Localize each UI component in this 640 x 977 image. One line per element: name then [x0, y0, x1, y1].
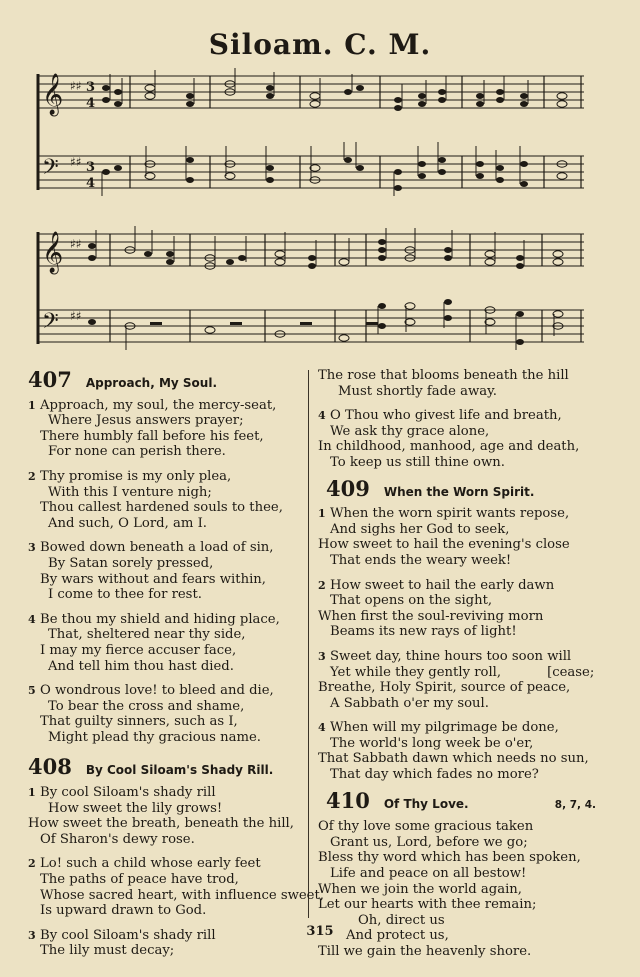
svg-text:4: 4 [86, 176, 96, 191]
verse-number: 1 [318, 507, 326, 521]
verse-number: 2 [318, 578, 326, 592]
verse-line: Where Jesus answers prayer; [48, 413, 244, 429]
verse-number: 3 [318, 649, 326, 663]
verse-line: In childhood, manhood, age and death, [318, 439, 580, 455]
verse-line: Thy promise is my only plea, [40, 468, 232, 484]
verse-line: Till we gain the heavenly shore. [318, 944, 532, 959]
stanza [28, 469, 300, 531]
verse-line: Be thou my shield and hiding place, [40, 611, 280, 627]
stanza [318, 578, 596, 640]
column-divider [308, 370, 309, 918]
hymn-408-header [28, 754, 300, 780]
svg-text:𝄞: 𝄞 [42, 232, 64, 273]
verse-line: Breathe, Holy Spirit, source of peace, [318, 680, 571, 696]
verse-number: 5 [28, 684, 36, 698]
verse-line: The paths of peace have trod, [40, 872, 239, 888]
verse-line: When will my pilgrimage be done, [330, 720, 559, 736]
staff-lines-icon [30, 224, 590, 356]
verse-line: And protect us, [346, 928, 449, 944]
verse-line: Oh, direct us [358, 912, 445, 928]
verse-line: That, sheltered near thy side, [48, 627, 246, 643]
verse-line: We ask thy grace alone, [330, 423, 490, 439]
svg-text:♯♯: ♯♯ [70, 79, 82, 93]
verse-number: 2 [28, 469, 36, 483]
verse-line: A Sabbath o'er my soul. [330, 695, 489, 711]
stanza [28, 785, 300, 847]
verse-line: How sweet to hail the early dawn [330, 577, 555, 593]
verse-number: 2 [28, 857, 36, 871]
stanza [28, 398, 300, 460]
verse-line: Whose sacred heart, with influence sweet, [40, 887, 324, 903]
svg-text:♯♯: ♯♯ [70, 309, 82, 323]
verse-line: The world's long week be o'er, [330, 735, 534, 751]
verse-line: And such, O Lord, am I. [48, 515, 207, 531]
verse-line: The rose that blooms beneath the hill [318, 368, 569, 383]
svg-text:♯♯: ♯♯ [70, 155, 82, 169]
tune-title: Siloam. C. M. [208, 28, 432, 61]
stanza [318, 506, 596, 568]
verse-line: Approach, my soul, the mercy-seat, [40, 397, 277, 413]
hymn-number: 409 [326, 475, 370, 501]
hymn-number: 410 [326, 787, 370, 813]
verse-line: There humbly fall before his feet, [40, 428, 264, 444]
verse-line: Sweet day, thine hours too soon will [330, 648, 572, 664]
verse-number: 3 [28, 928, 36, 942]
stanza [28, 540, 300, 602]
right-column [318, 368, 596, 969]
svg-text:3: 3 [86, 160, 96, 175]
music-system-1 [30, 66, 590, 202]
verse-line: And sighs her God to seek, [330, 521, 510, 537]
verse-line: Bowed down beneath a load of sin, [40, 540, 274, 556]
verse-line: By cool Siloam's shady rill [40, 927, 216, 943]
verse-line: That opens on the sight, [330, 593, 493, 609]
verse-line: Must shortly fade away. [338, 383, 498, 399]
staff-lines-icon [30, 66, 590, 202]
page-number: 315 [306, 924, 334, 939]
verse-line: I may my fierce accuser face, [40, 642, 237, 658]
verse-line: O wondrous love! to bleed and die, [40, 683, 274, 699]
verse-line: Of Sharon's dewy rose. [40, 831, 195, 847]
hymn-number: 408 [28, 754, 72, 780]
verse-number: 4 [28, 612, 36, 626]
verse-line: To keep us still thine own. [330, 454, 505, 470]
stanza [28, 612, 300, 674]
verse-number: 4 [318, 721, 326, 735]
svg-text:3: 3 [86, 80, 96, 95]
verse-number: 4 [318, 409, 326, 423]
verse-line: That guilty sinners, such as I, [40, 714, 238, 730]
stanza [318, 649, 596, 711]
verse-line: When we join the world again, [318, 881, 522, 897]
verse-number: 3 [28, 541, 36, 555]
verse-line: Beams its new rays of light! [330, 624, 517, 640]
verse-line: Is upward drawn to God. [40, 903, 207, 919]
hymn-title: When the Worn Spirit. [383, 484, 535, 499]
hymn-title: Approach, My Soul. [85, 376, 218, 390]
hymn-407-header [28, 367, 300, 392]
hymn-number: 407 [28, 367, 72, 392]
verse-number: 1 [28, 398, 36, 412]
stanza [318, 408, 596, 470]
verse-line: That ends the weary week! [330, 552, 512, 568]
verse-line: Of thy love some gracious taken [318, 819, 534, 835]
svg-text:♯♯: ♯♯ [70, 237, 82, 251]
verse-line: Lo! such a child whose early feet [40, 856, 261, 872]
hymn-title: Of Thy Love. [383, 796, 469, 811]
verse-line: And tell him thou hast died. [48, 658, 234, 674]
verse-line: By cool Siloam's shady rill [40, 785, 216, 801]
hymn-409-header [318, 475, 596, 501]
svg-text:𝄢: 𝄢 [42, 309, 59, 339]
svg-text:4: 4 [86, 96, 96, 111]
verse-line: With this I venture nigh; [48, 484, 212, 500]
verse-number: 1 [28, 786, 36, 800]
verse-line: O Thou who givest life and breath, [330, 408, 562, 424]
hymn-410-header [318, 787, 596, 814]
stanza [318, 720, 596, 782]
svg-text:𝄢: 𝄢 [42, 155, 59, 185]
verse-line: Life and peace on all bestow! [330, 866, 527, 882]
verse-line: By Satan sorely pressed, [48, 555, 214, 571]
stanza [28, 856, 324, 919]
verse-line: The lily must decay; [40, 943, 175, 959]
hymn-meter: 8, 7, 4. [554, 798, 596, 811]
verse-line: To bear the cross and shame, [48, 698, 245, 714]
verse-line: That Sabbath dawn which needs no sun, [318, 751, 589, 767]
verse-line: Yet while they gently roll, [330, 664, 502, 680]
verse-line: Thou callest hardened souls to thee, [40, 500, 283, 516]
verse-line: That day which fades no more? [330, 767, 539, 783]
verse-line: By wars without and fears within, [40, 571, 266, 587]
verse-line: For none can perish there. [48, 444, 226, 460]
svg-text:𝄞: 𝄞 [42, 74, 64, 115]
music-system-2 [30, 224, 590, 356]
verse-line: How sweet the lily grows! [48, 800, 223, 816]
stanza [318, 368, 596, 399]
verse-line: Bless thy word which has been spoken, [318, 850, 581, 866]
verse-line: When the worn spirit wants repose, [330, 506, 570, 522]
overflow-text: [cease; [547, 664, 595, 680]
verse-line: When first the soul-reviving morn [318, 608, 544, 624]
verse-line: Might plead thy gracious name. [48, 729, 262, 745]
verse-line: Grant us, Lord, before we go; [330, 834, 528, 850]
stanza [28, 683, 300, 745]
verse-line: Let our hearts with thee remain; [318, 897, 537, 913]
verse-line: How sweet to hail the evening's close [318, 537, 570, 553]
hymn-title: By Cool Siloam's Shady Rill. [85, 763, 274, 778]
verse-line: I come to thee for rest. [48, 587, 202, 603]
verse-line: How sweet the breath, beneath the hill, [28, 816, 294, 832]
